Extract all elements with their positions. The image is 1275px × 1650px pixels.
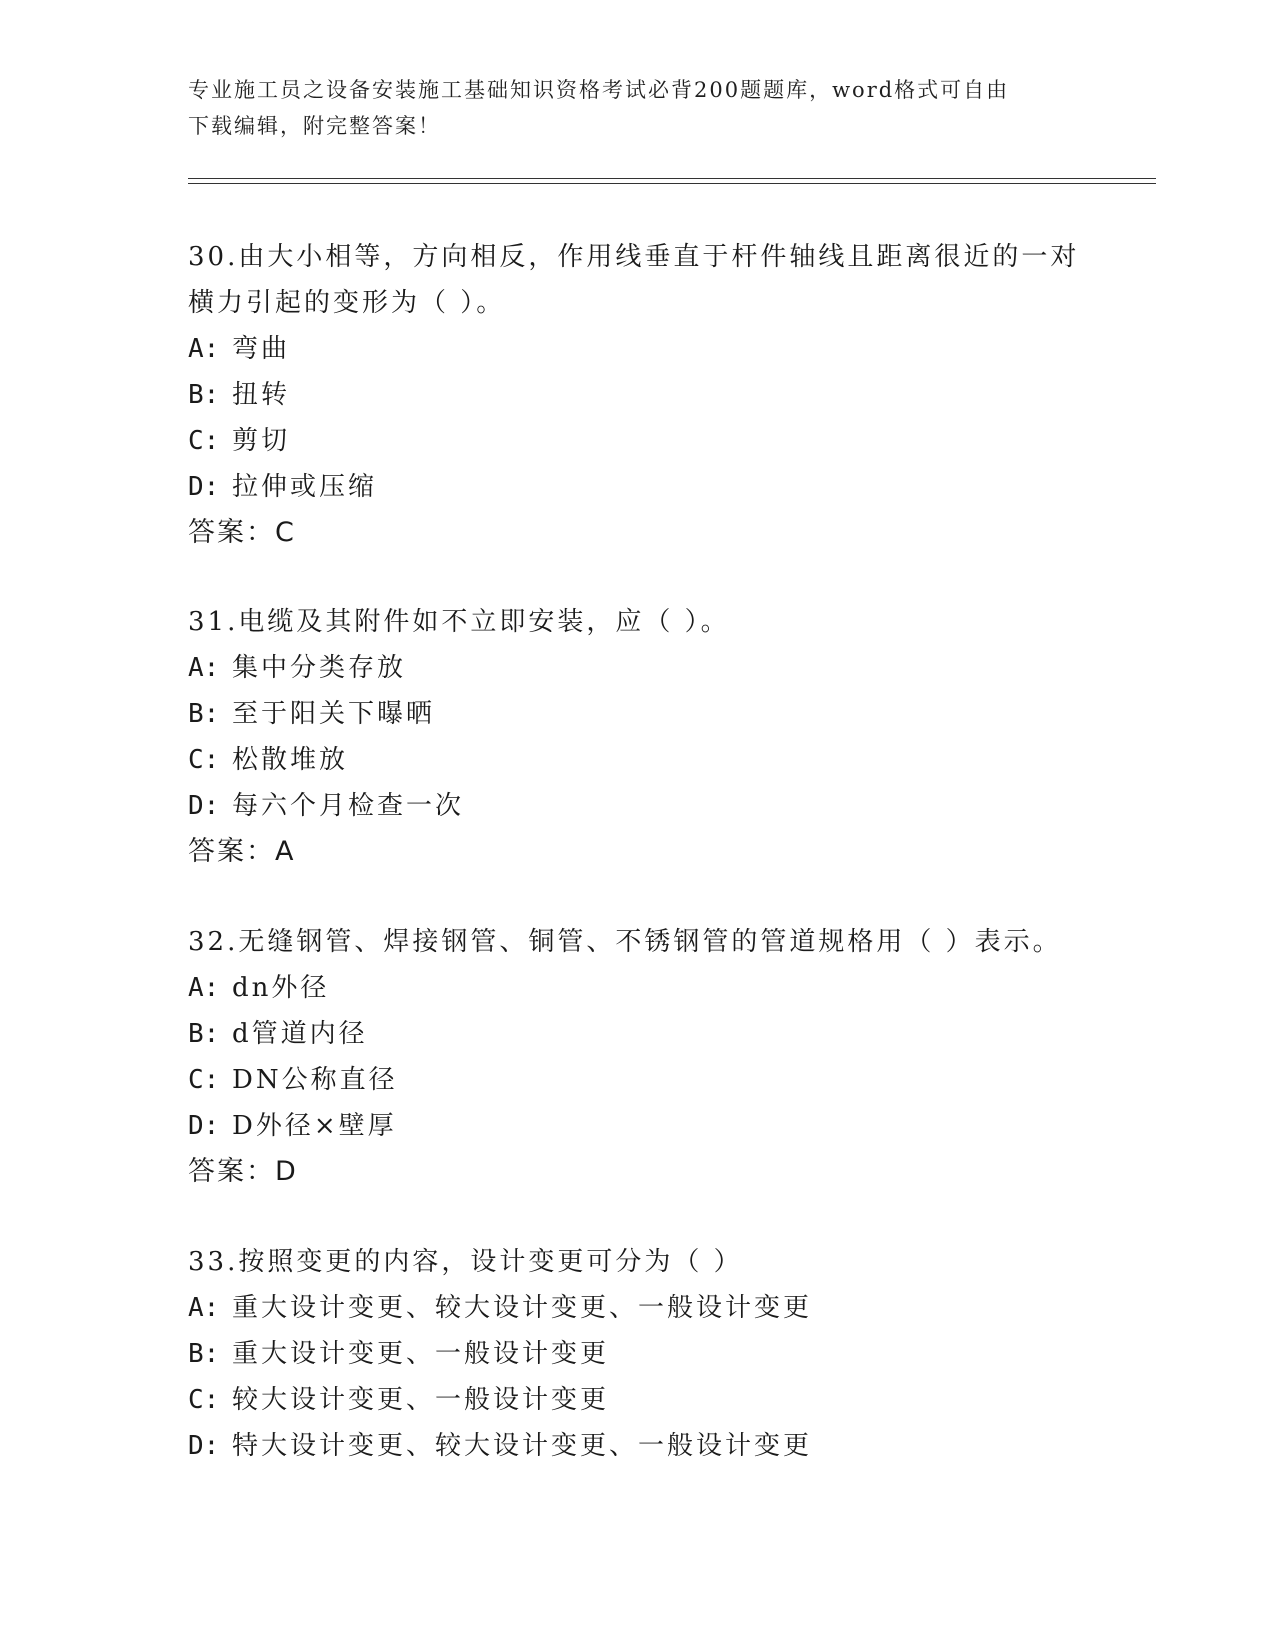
option-text: 特大设计变更、较大设计变更、一般设计变更 bbox=[232, 1431, 813, 1461]
question-33 bbox=[188, 1239, 1088, 1469]
question-30 bbox=[188, 234, 1088, 556]
option-text: 至于阳关下曝晒 bbox=[232, 699, 436, 729]
option-b bbox=[188, 1331, 1088, 1377]
option-letter: D: bbox=[188, 791, 220, 821]
answer: 答案：A bbox=[188, 836, 296, 867]
question-stem: 31.电缆及其附件如不立即安装，应（ ）。 bbox=[188, 607, 730, 637]
question-stem: 33.按照变更的内容，设计变更可分为（ ） bbox=[188, 1247, 743, 1277]
option-text: 每六个月检查一次 bbox=[232, 791, 465, 821]
option-letter: A: bbox=[188, 1293, 220, 1323]
option-text: 较大设计变更、一般设计变更 bbox=[232, 1385, 610, 1415]
option-letter: B: bbox=[188, 380, 220, 410]
option-letter: B: bbox=[188, 699, 220, 729]
header-divider-top bbox=[188, 178, 1156, 179]
question-stem-continued: 横力引起的变形为（ ）。 bbox=[188, 288, 506, 318]
option-text: D外径×壁厚 bbox=[232, 1111, 397, 1141]
question-31 bbox=[188, 599, 1088, 875]
option-a bbox=[188, 645, 1088, 691]
option-letter: A: bbox=[188, 334, 220, 364]
header-line-1: 专业施工员之设备安装施工基础知识资格考试必背200题题库，word格式可自由 bbox=[188, 78, 1010, 102]
option-text: 集中分类存放 bbox=[232, 653, 407, 683]
option-text: 弯曲 bbox=[232, 334, 291, 364]
answer: 答案：C bbox=[188, 517, 296, 548]
question-stem: 32.无缝钢管、焊接钢管、铜管、不锈钢管的管道规格用（ ）表示。 bbox=[188, 927, 1062, 957]
option-text: 重大设计变更、较大设计变更、一般设计变更 bbox=[232, 1293, 813, 1323]
option-letter: A: bbox=[188, 653, 220, 683]
option-a bbox=[188, 326, 1088, 372]
option-letter: C: bbox=[188, 1385, 220, 1415]
option-b bbox=[188, 372, 1088, 418]
option-text: 扭转 bbox=[232, 380, 291, 410]
option-text: DN公称直径 bbox=[232, 1065, 398, 1095]
option-letter: D: bbox=[188, 1431, 220, 1461]
option-text: dn外径 bbox=[232, 973, 330, 1003]
option-c bbox=[188, 1057, 1088, 1103]
option-c bbox=[188, 418, 1088, 464]
option-letter: D: bbox=[188, 472, 220, 502]
option-letter: D: bbox=[188, 1111, 220, 1141]
option-a bbox=[188, 1285, 1088, 1331]
option-text: d管道内径 bbox=[232, 1019, 368, 1049]
option-letter: C: bbox=[188, 745, 220, 775]
option-d bbox=[188, 783, 1088, 829]
option-text: 拉伸或压缩 bbox=[232, 472, 378, 502]
option-text: 重大设计变更、一般设计变更 bbox=[232, 1339, 610, 1369]
option-b bbox=[188, 691, 1088, 737]
answer: 答案：D bbox=[188, 1156, 298, 1187]
question-stem: 30.由大小相等，方向相反，作用线垂直于杆件轴线且距离很近的一对 bbox=[188, 242, 1080, 272]
option-d bbox=[188, 464, 1088, 510]
option-text: 松散堆放 bbox=[232, 745, 349, 775]
option-letter: A: bbox=[188, 973, 220, 1003]
option-text: 剪切 bbox=[232, 426, 291, 456]
option-d bbox=[188, 1103, 1088, 1149]
option-letter: C: bbox=[188, 1065, 220, 1095]
option-letter: B: bbox=[188, 1019, 220, 1049]
option-c bbox=[188, 737, 1088, 783]
header-line-2: 下载编辑，附完整答案！ bbox=[188, 114, 441, 138]
header-divider-bottom bbox=[188, 183, 1156, 184]
document-header bbox=[188, 72, 1068, 144]
question-32 bbox=[188, 919, 1088, 1195]
option-a bbox=[188, 965, 1088, 1011]
option-d bbox=[188, 1423, 1088, 1469]
option-c bbox=[188, 1377, 1088, 1423]
option-letter: C: bbox=[188, 426, 220, 456]
option-letter: B: bbox=[188, 1339, 220, 1369]
option-b bbox=[188, 1011, 1088, 1057]
